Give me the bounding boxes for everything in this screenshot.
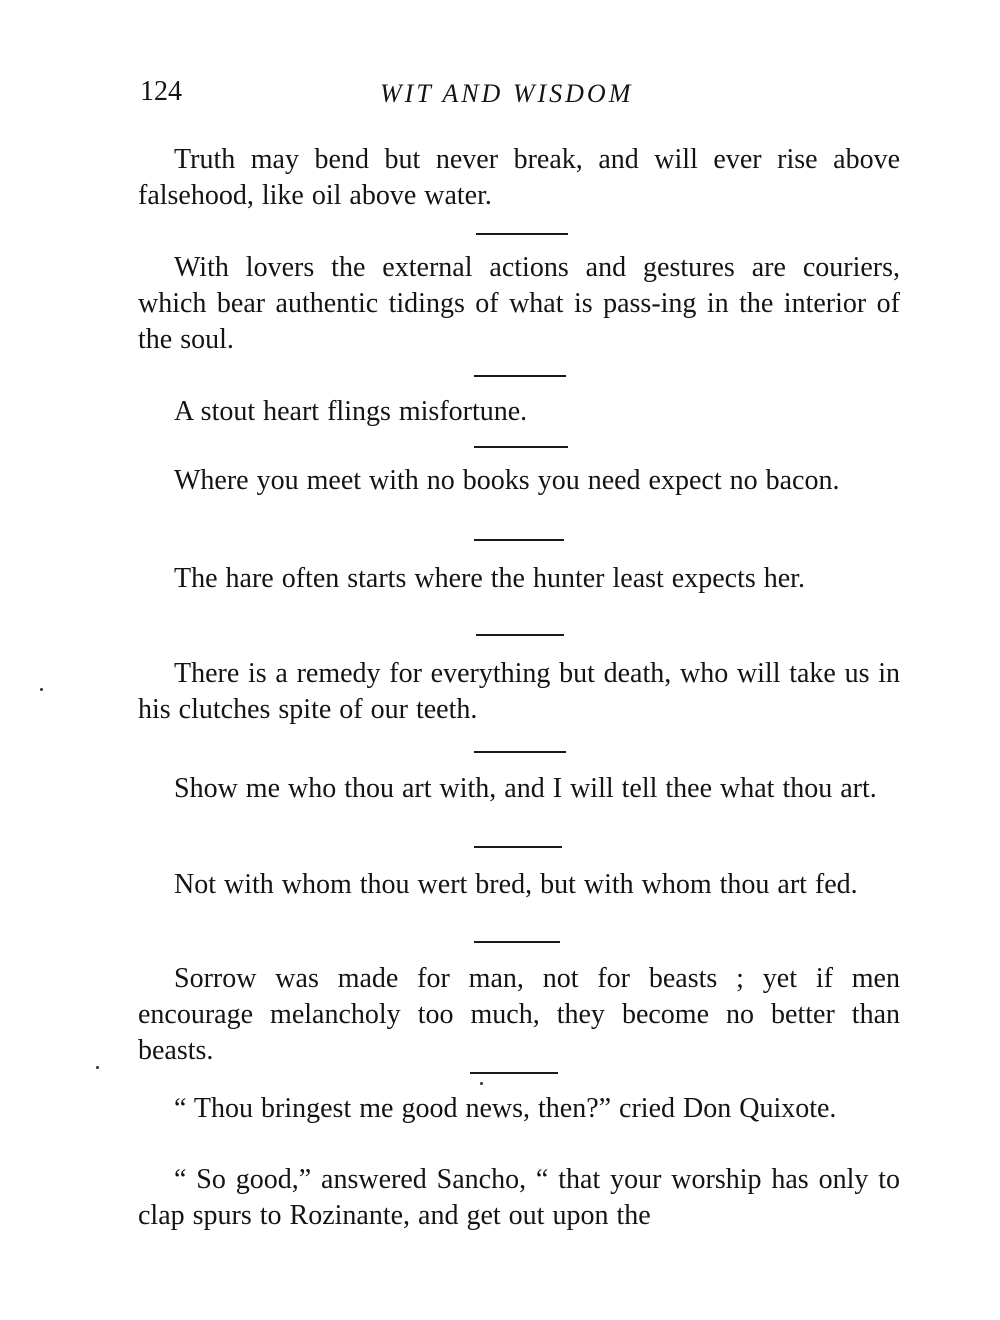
paragraph-books: Where you meet with no books you need expect no bacon. (174, 465, 840, 496)
separator-rule (476, 233, 568, 235)
paragraph-bred-fed: Not with whom thou wert bred, but with whom thou art fed. (174, 869, 858, 900)
paragraph-hare: The hare often starts where the hunter least expects her. (174, 563, 805, 594)
page-number: 124 (140, 76, 182, 107)
paragraph-sorrow: Sorrow was made for man, not for beasts ; yet if men encourage melancholy too much, they become no better than beasts. (138, 963, 900, 1066)
ink-speck (96, 1066, 99, 1069)
paragraph-remedy: There is a remedy for everything but death, who will take us in his clutches spite of our teeth. (138, 658, 900, 725)
separator-rule (474, 446, 568, 448)
separator-rule (474, 751, 566, 753)
separator-rule (474, 846, 562, 848)
ink-speck (40, 688, 43, 691)
separator-rule (474, 539, 564, 541)
separator-rule (474, 941, 560, 943)
paragraph-truth: Truth may bend but never break, and will ever rise above falsehood, like oil above water. (138, 144, 900, 211)
separator-rule (474, 375, 566, 377)
paragraph-lovers: With lovers the external actions and gestures are couriers, which bear authentic tidings of what is pass-ing in the interior of the soul. (138, 252, 900, 355)
ink-speck (480, 1082, 483, 1085)
separator-rule (476, 634, 564, 636)
separator-rule (470, 1072, 558, 1074)
paragraph-dialogue-sancho: “ So good,” answered Sancho, “ that your worship has only to clap spurs to Rozinante, and get out upon the (138, 1164, 900, 1231)
paragraph-stout-heart: A stout heart flings misfortune. (174, 396, 528, 427)
paragraph-show-me: Show me who thou art with, and I will tell thee what thou art. (174, 773, 877, 804)
running-head: WIT AND WISDOM (380, 79, 634, 108)
paragraph-dialogue-quixote: “ Thou bringest me good news, then?” cried Don Quixote. (174, 1093, 837, 1124)
